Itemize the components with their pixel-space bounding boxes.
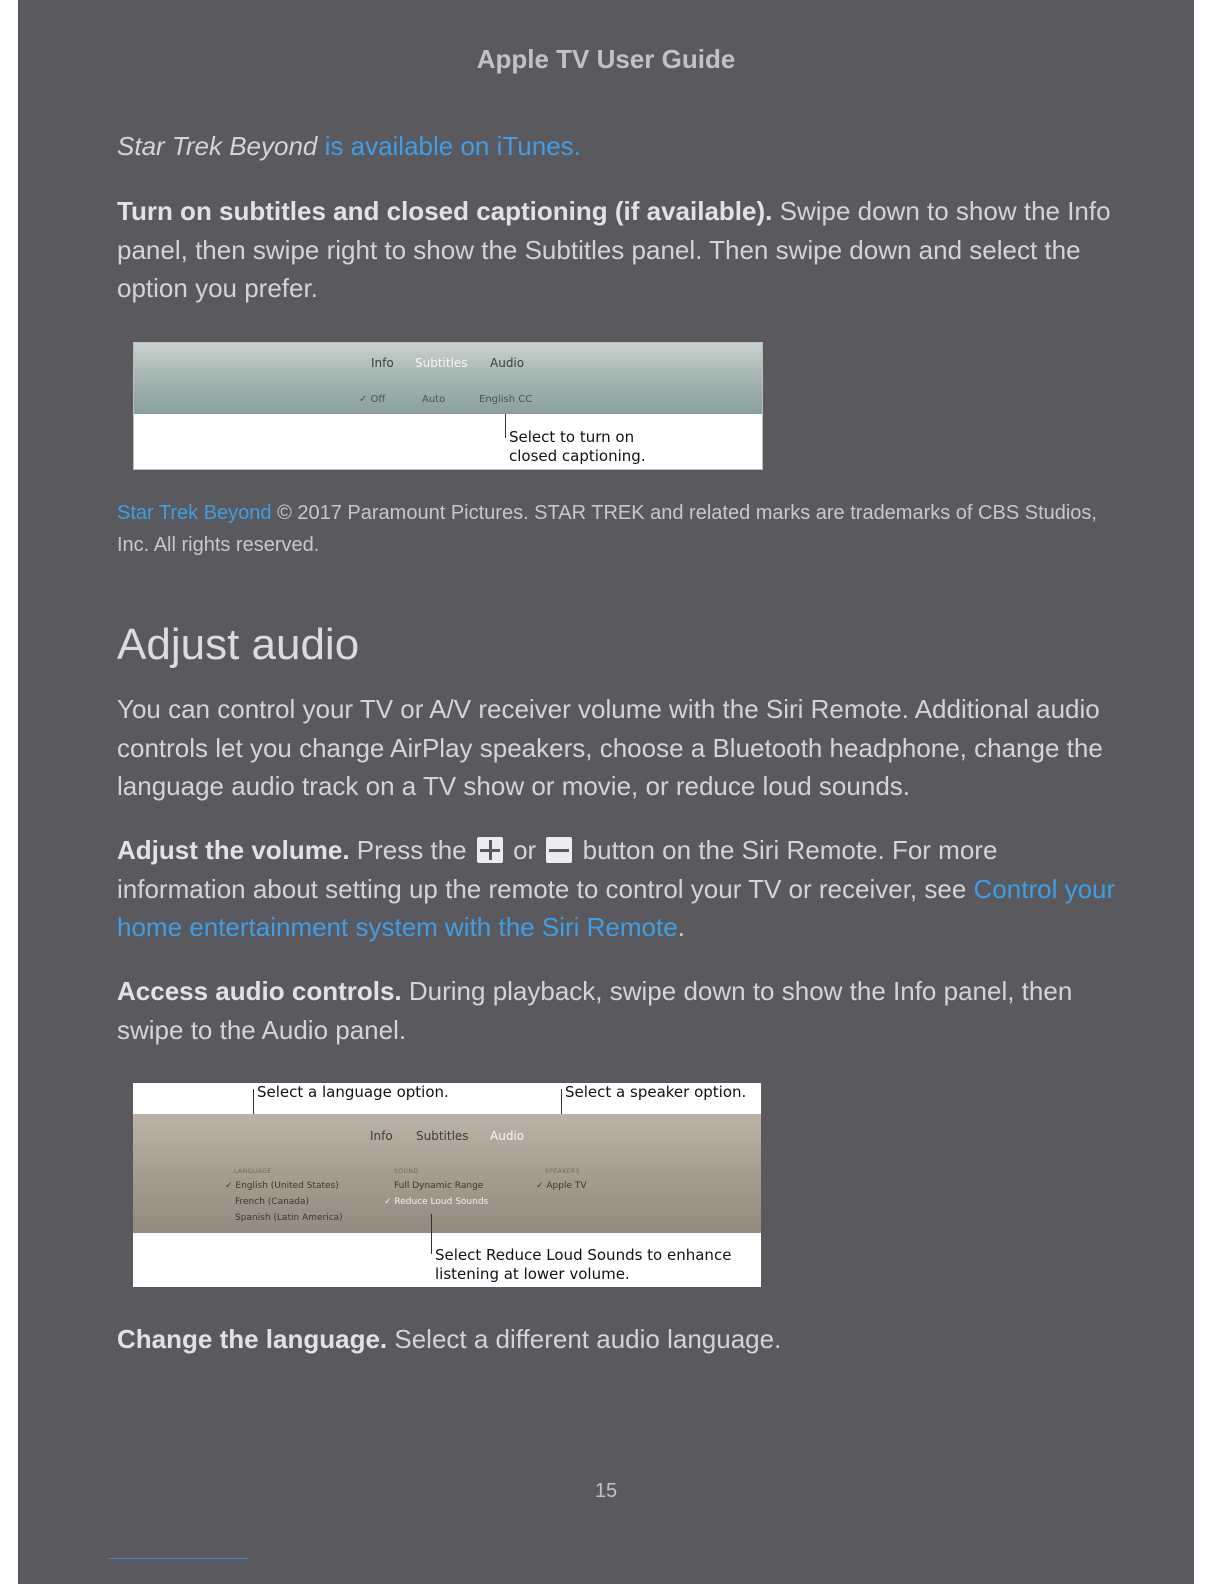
language-body: Select a different audio language.: [387, 1324, 782, 1354]
tv-subtitles-bar: [134, 343, 762, 414]
sound-option-selected: ✓ Reduce Loud Sounds: [384, 1197, 489, 1207]
language-option: ✓ English (United States): [225, 1181, 339, 1191]
intro-paragraph: [117, 127, 1117, 166]
access-audio-paragraph: [117, 972, 1117, 1049]
tv-tab-audio: Audio: [490, 1129, 525, 1143]
callout-line: listening at lower volume.: [435, 1265, 630, 1283]
volume-text: or: [505, 835, 544, 865]
volume-bold-lead: Adjust the volume.: [117, 835, 350, 865]
movie-title: Star Trek Beyond: [117, 131, 318, 161]
tv-tab-audio: Audio: [490, 356, 525, 370]
tv-tab-subtitles: Subtitles: [415, 356, 468, 370]
audio-intro-paragraph: You can control your TV or A/V receiver volume with the Siri Remote. Additional audio controls let you change AirPlay speakers, choose a Bluetooth headphone, change the language audio track on a TV show or movie, or reduce loud sounds.: [117, 694, 1103, 801]
credit-text: © 2017 Paramount Pictures. STAR TREK and related marks are trademarks of CBS Studios, Inc. All rights reserved.: [117, 502, 1097, 556]
callout-language-option: Select a language option.: [257, 1083, 449, 1101]
page-header-title: Apple TV User Guide: [476, 44, 736, 74]
tv-audio-panel: [133, 1114, 761, 1233]
page-number: 15: [594, 1480, 618, 1502]
credit-movie-link[interactable]: Star Trek Beyond: [117, 502, 272, 524]
language-bold-lead: Change the language.: [117, 1324, 388, 1354]
copyright-credit: [117, 497, 1117, 561]
callout-reduce-loud-sounds: [435, 1246, 731, 1284]
tv-option-english-cc: English CC: [479, 394, 533, 405]
subtitles-bold-lead: Turn on subtitles and closed captioning (if available).: [117, 196, 773, 226]
sound-column-header: SOUND: [394, 1168, 419, 1175]
tv-tab-subtitles: Subtitles: [416, 1129, 469, 1143]
volume-text: Press the: [349, 835, 474, 865]
callout-closed-captioning: [509, 428, 646, 466]
speaker-option: ✓ Apple TV: [536, 1181, 587, 1191]
volume-text: button on the Siri Remote. For more information about setting up the remote to control your TV or receiver, see: [117, 835, 998, 904]
subtitles-paragraph: [117, 192, 1117, 308]
callout-speaker-option: Select a speaker option.: [565, 1083, 747, 1101]
minus-button-icon: [546, 837, 572, 863]
access-body: During playback, swipe down to show the Info panel, then swipe to the Audio panel.: [117, 976, 1073, 1045]
language-option: Spanish (Latin America): [235, 1213, 343, 1223]
access-bold-lead: Access audio controls.: [117, 976, 402, 1006]
itunes-link[interactable]: is available on iTunes.: [317, 131, 581, 161]
language-option: French (Canada): [235, 1197, 310, 1207]
audio-panel-figure: [133, 1083, 761, 1287]
plus-button-icon: [477, 837, 503, 863]
tv-tab-info: Info: [371, 356, 394, 370]
subtitles-body: Swipe down to show the Info panel, then swipe right to show the Subtitles panel. Then swipe down and select the option you prefer.: [117, 196, 1111, 303]
subtitles-panel-figure: [133, 342, 763, 470]
callout-line: Select Reduce Loud Sounds to enhance: [435, 1246, 732, 1264]
speakers-column-header: SPEAKERS: [545, 1168, 581, 1175]
footer-rule: [108, 1558, 248, 1559]
callout-line: closed captioning.: [509, 447, 646, 465]
document-page: [18, 0, 1194, 1584]
home-entertainment-link[interactable]: Control your home entertainment system with the Siri Remote: [117, 873, 1116, 942]
tv-tab-info: Info: [370, 1129, 393, 1143]
tv-option-off: ✓ Off: [359, 394, 386, 405]
language-column-header: LANGUAGE: [234, 1168, 272, 1175]
change-language-paragraph: [117, 1320, 1117, 1359]
reduce-leader-line: [431, 1214, 432, 1254]
tv-option-auto: Auto: [422, 394, 446, 405]
sound-option: Full Dynamic Range: [394, 1181, 484, 1191]
volume-paragraph: [117, 831, 1117, 947]
callout-line: Select to turn on: [509, 428, 635, 446]
volume-text: .: [677, 912, 685, 942]
callout-leader-line: [505, 414, 506, 438]
section-title: Adjust audio: [117, 620, 360, 669]
